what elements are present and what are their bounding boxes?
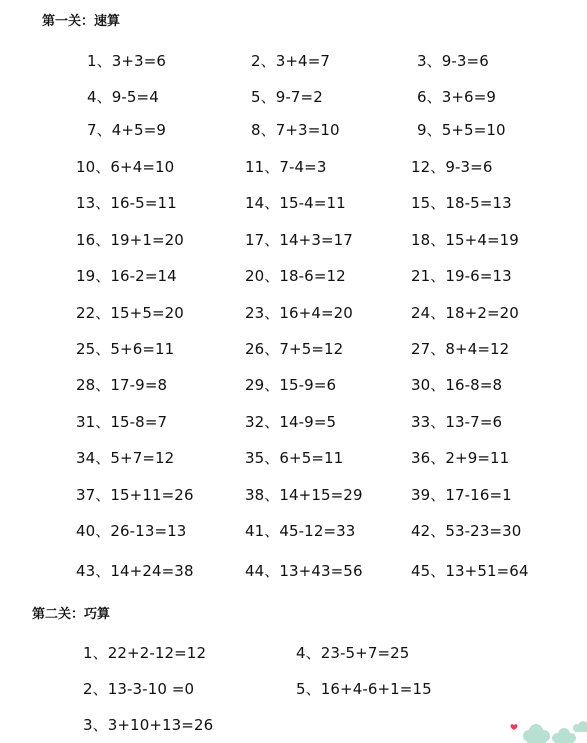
smart-calc-problem: 2、13-3-10 =0: [83, 680, 195, 698]
smart-calc-problem: 5、16+4-6+1=15: [296, 680, 432, 698]
speed-calc-problem: 22、15+5=20: [76, 304, 184, 322]
speed-calc-problem: 43、14+24=38: [76, 562, 194, 580]
speed-calc-problem: 30、16-8=8: [411, 376, 503, 394]
speed-calc-problem: 23、16+4=20: [245, 304, 353, 322]
smart-calc-problem: 3、3+10+13=26: [83, 716, 214, 734]
speed-calc-problem: 39、17-16=1: [411, 486, 512, 504]
speed-calc-problem: 35、6+5=11: [245, 449, 344, 467]
speed-calc-problem: 27、8+4=12: [411, 340, 510, 358]
speed-calc-problem: 15、18-5=13: [411, 194, 512, 212]
speed-calc-problem: 1、3+3=6: [87, 52, 167, 70]
decoration-icon: [505, 714, 587, 743]
speed-calc-problem: 8、7+3=10: [251, 121, 340, 139]
section-2-title: 第二关：巧算: [32, 607, 111, 622]
speed-calc-problem: 12、9-3=6: [411, 158, 493, 176]
speed-calc-problem: 24、18+2=20: [411, 304, 519, 322]
speed-calc-problem: 31、15-8=7: [76, 413, 168, 431]
smart-calc-problem: 4、23-5+7=25: [296, 644, 410, 662]
speed-calc-problem: 36、2+9=11: [411, 449, 510, 467]
speed-calc-problem: 21、19-6=13: [411, 267, 512, 285]
heart-icon: [511, 724, 518, 730]
speed-calc-problem: 26、7+5=12: [245, 340, 344, 358]
speed-calc-problem: 17、14+3=17: [245, 231, 353, 249]
speed-calc-problem: 4、9-5=4: [87, 88, 159, 106]
speed-calc-problem: 16、19+1=20: [76, 231, 184, 249]
speed-calc-problem: 32、14-9=5: [245, 413, 337, 431]
speed-calc-problem: 33、13-7=6: [411, 413, 503, 431]
speed-calc-problem: 38、14+15=29: [245, 486, 363, 504]
speed-calc-problem: 14、15-4=11: [245, 194, 346, 212]
speed-calc-problem: 44、13+43=56: [245, 562, 363, 580]
speed-calc-problem: 41、45-12=33: [245, 522, 356, 540]
speed-calc-problem: 7、4+5=9: [87, 121, 167, 139]
speed-calc-problem: 20、18-6=12: [245, 267, 346, 285]
speed-calc-problem: 19、16-2=14: [76, 267, 177, 285]
speed-calc-problem: 5、9-7=2: [251, 88, 323, 106]
speed-calc-problem: 28、17-9=8: [76, 376, 168, 394]
speed-calc-problem: 13、16-5=11: [76, 194, 177, 212]
speed-calc-problem: 3、9-3=6: [417, 52, 489, 70]
speed-calc-problem: 34、5+7=12: [76, 449, 175, 467]
speed-calc-problem: 37、15+11=26: [76, 486, 194, 504]
cloud-icon: [523, 724, 550, 743]
speed-calc-problem: 25、5+6=11: [76, 340, 175, 358]
speed-calc-problem: 10、6+4=10: [76, 158, 175, 176]
speed-calc-problem: 18、15+4=19: [411, 231, 519, 249]
smart-calc-problem: 1、22+2-12=12: [83, 644, 207, 662]
cloud-icon: [552, 728, 576, 743]
speed-calc-problem: 45、13+51=64: [411, 562, 529, 580]
cloud-icon: [573, 721, 587, 732]
speed-calc-problem: 9、5+5=10: [417, 121, 506, 139]
speed-calc-problem: 29、15-9=6: [245, 376, 337, 394]
speed-calc-problem: 6、3+6=9: [417, 88, 497, 106]
section-1-title: 第一关：速算: [42, 14, 121, 29]
speed-calc-problem: 11、7-4=3: [245, 158, 327, 176]
speed-calc-problem: 40、26-13=13: [76, 522, 187, 540]
speed-calc-problem: 42、53-23=30: [411, 522, 522, 540]
speed-calc-problem: 2、3+4=7: [251, 52, 331, 70]
